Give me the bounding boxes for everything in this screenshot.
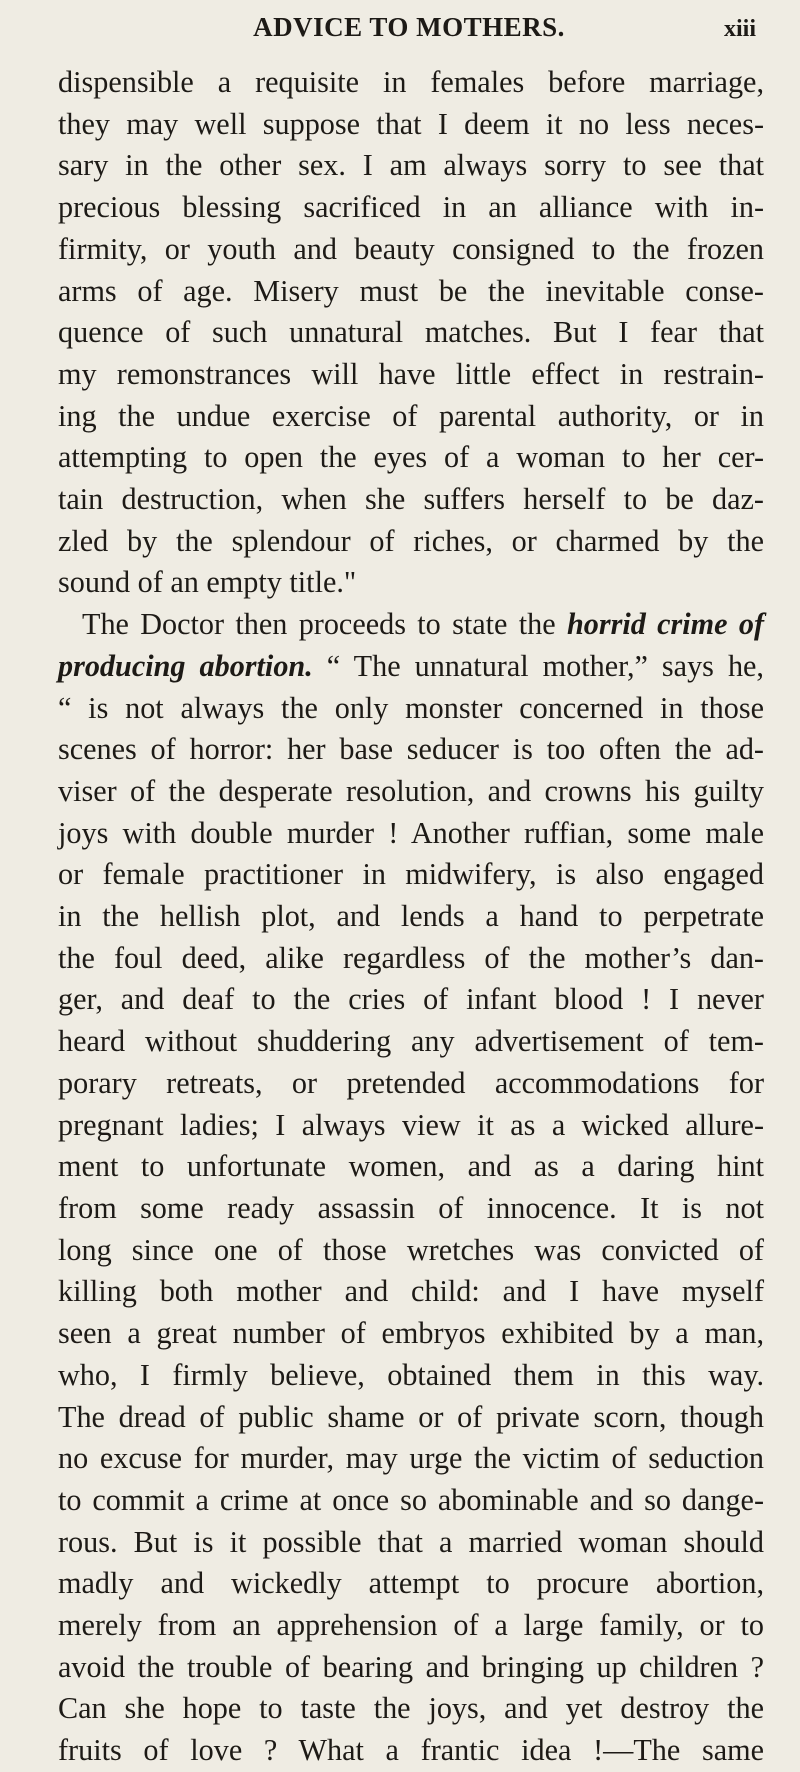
text-line: precious blessing sacrificed in an alliance with in- <box>58 190 764 225</box>
text-line: quence of such unnatural matches. But I fear that <box>58 315 764 350</box>
text-line <box>58 646 764 688</box>
text-line: who, I firmly believe, obtained them in this way. <box>58 1357 764 1392</box>
text-line: ger, and deaf to the cries of infant blood ! I never <box>58 982 764 1017</box>
text-line: Can she hope to taste the joys, and yet destroy the <box>58 1691 764 1726</box>
text-line: or female practitioner in midwifery, is also engaged <box>58 857 764 892</box>
text-line: merely from an apprehension of a large family, or to <box>58 1608 764 1643</box>
text-line: in the hellish plot, and lends a hand to perpetrate <box>58 899 764 934</box>
text-line: fruits of love ? What a frantic idea !—The same <box>58 1733 764 1768</box>
text-line: the foul deed, alike regardless of the mother’s dan- <box>58 940 764 975</box>
text-line: no excuse for murder, may urge the victim of seduction <box>58 1441 764 1476</box>
text-line: The dread of public shame or of private scorn, though <box>58 1399 764 1434</box>
text-line: firmity, or youth and beauty consigned to the frozen <box>58 231 764 266</box>
text-line: “ is not always the only monster concerned in those <box>58 690 764 725</box>
text-line: madly and wickedly attempt to procure abortion, <box>58 1566 764 1601</box>
text-run: The Doctor then proceeds to state the <box>82 607 567 642</box>
text-line: sound of an empty title." <box>58 565 357 600</box>
text-line: my remonstrances will have little effect in restrain- <box>58 356 764 391</box>
text-run: “ The unnatural mother,” says he, <box>312 648 764 683</box>
page-number: xiii <box>723 16 756 42</box>
text-line: scenes of horror: her base seducer is too often the ad- <box>58 732 764 767</box>
running-head <box>58 8 760 48</box>
text-line: pregnant ladies; I always view it as a wicked allure- <box>58 1107 764 1142</box>
text-line: avoid the trouble of bearing and bringing up children ? <box>58 1649 764 1684</box>
text-line: dispensible a requisite in females before marriage, <box>58 65 764 99</box>
text-line: long since one of those wretches was convicted of <box>58 1232 764 1267</box>
text-line: zled by the splendour of riches, or charmed by the <box>58 523 764 558</box>
text-line: porary retreats, or pretended accommodations for <box>58 1065 764 1100</box>
body-text <box>58 62 764 1772</box>
running-title: ADVICE TO MOTHERS. <box>253 12 565 42</box>
italic-run: producing abortion. <box>58 648 313 683</box>
text-line: to commit a crime at once so abominable and so dange- <box>58 1482 764 1517</box>
text-line: seen a great number of embryos exhibited by a man, <box>58 1316 764 1351</box>
text-line: heard without shuddering any advertisement of tem- <box>58 1024 764 1059</box>
italic-run: horrid crime of <box>566 607 764 642</box>
text-line: killing both mother and child: and I have myself <box>58 1274 764 1309</box>
text-line: arms of age. Misery must be the inevitable conse- <box>58 273 764 308</box>
text-line: ment to unfortunate women, and as a daring hint <box>58 1149 764 1184</box>
text-line: joys with double murder ! Another ruffian, some male <box>58 815 764 850</box>
text-line <box>58 604 764 646</box>
text-line: rous. But is it possible that a married woman should <box>58 1524 764 1559</box>
text-line: sary in the other sex. I am always sorry to see that <box>58 148 764 183</box>
text-line: tain destruction, when she suffers herself to be daz- <box>58 482 764 517</box>
text-line: viser of the desperate resolution, and crowns his guilty <box>58 773 764 808</box>
text-line: from some ready assassin of innocence. It is not <box>58 1190 764 1225</box>
text-line: attempting to open the eyes of a woman to her cer- <box>58 440 764 475</box>
text-line: they may well suppose that I deem it no less neces- <box>58 106 764 141</box>
text-line: ing the undue exercise of parental authority, or in <box>58 398 764 433</box>
